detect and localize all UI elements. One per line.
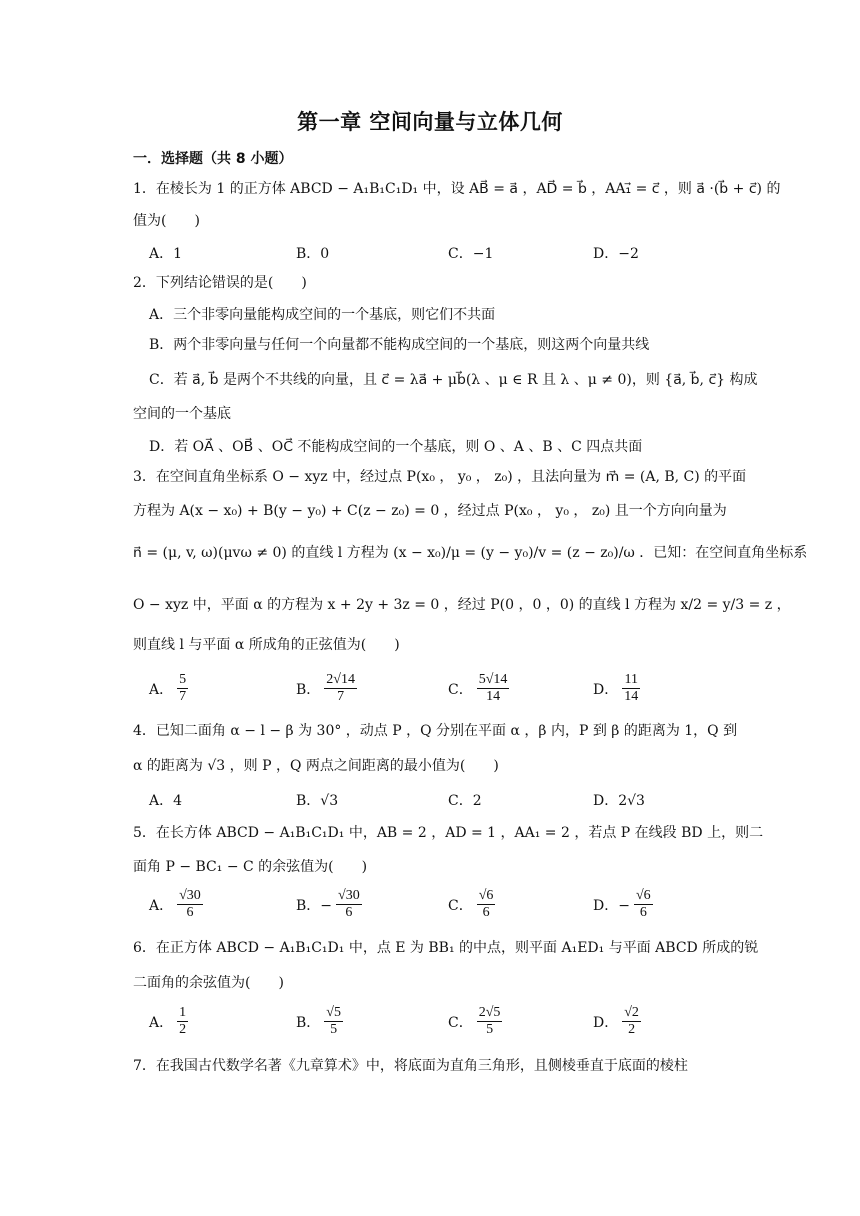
q1-option-d: D．−2: [593, 246, 639, 262]
q5-options: [149, 888, 749, 928]
fraction: $\frac{√6}{6}$: [635, 888, 651, 920]
q4-option-b: B．√3: [296, 793, 339, 809]
q2-option-b: B．两个非零向量与任何一个向量都不能构成空间的一个基底，则这两个向量共线: [149, 337, 650, 353]
q3-line-1: 3．在空间直角坐标系 O − xyz 中，经过点 P(x₀ ， y₀ ， z₀) ，且法向量为 m⃗ = (A, B, C) 的平面: [133, 469, 747, 485]
q4-line-1: 4．已知二面角 α − l − β 为 30° ，动点 P ，Q 分别在平面 α ，β 内，P 到 β 的距离为 1，Q 到: [133, 723, 738, 739]
q2-option-d: D．若 OA⃗ 、OB⃗ 、OC⃗ 不能构成空间的一个基底，则 O 、A 、B 、C 四点共面: [149, 439, 643, 455]
q6-option-b: B． $\frac{√5}{5}$: [296, 1005, 341, 1037]
q1-option-c: C．−1: [448, 246, 494, 262]
fraction: $\frac{√30}{6}$: [338, 888, 360, 920]
q6-options: [149, 1005, 749, 1045]
q7-line-1: 7．在我国古代数学名著《九章算术》中，将底面为直角三角形，且侧棱垂直于底面的棱柱: [133, 1058, 688, 1074]
q3-line-2: 方程为 A(x − x₀) + B(y − y₀) + C(z − z₀) = 0 ，经过点 P(x₀ ， y₀ ， z₀) 且一个方向向量为: [133, 503, 727, 519]
q3-options: [149, 672, 749, 712]
page-title: 第一章 空间向量与立体几何: [297, 110, 563, 134]
q3-option-c: C． $\frac{5√14}{14}$: [448, 672, 508, 704]
q2-line-1: 2．下列结论错误的是( ): [133, 275, 307, 291]
fraction: $\frac{2√14}{7}$: [326, 672, 355, 704]
q5-option-a: A． $\frac{√30}{6}$: [149, 888, 201, 920]
fraction: $\frac{√30}{6}$: [179, 888, 201, 920]
q4-line-2: α 的距离为 √3 ，则 P ，Q 两点之间距离的最小值为( ): [133, 758, 499, 774]
q6-line-1: 6．在正方体 ABCD − A₁B₁C₁D₁ 中，点 E 为 BB₁ 的中点，则平面 A₁ED₁ 与平面 ABCD 所成的锐: [133, 940, 759, 956]
q6-option-a: A． $\frac{1}{2}$: [149, 1005, 187, 1037]
q6-option-d: D． $\frac{√2}{2}$: [593, 1005, 639, 1037]
q3-line-4: O − xyz 中，平面 α 的方程为 x + 2y + 3z = 0 ，经过 P(0 ，0 ，0) 的直线 l 方程为 x/2 = y/3 = z ，: [133, 597, 791, 613]
fraction: $\frac{1}{2}$: [179, 1005, 187, 1037]
q2-option-c: C．若 a⃗, b⃗ 是两个不共线的向量，且 c⃗ = λa⃗ + μb⃗(λ 、μ ∈ R 且 λ 、μ ≠ 0)，则 {a⃗, b⃗, c⃗} 构成: [149, 372, 758, 388]
section-heading: 一．选择题（共 8 小题）: [133, 151, 293, 167]
q1-line-1: 1．在棱长为 1 的正方体 ABCD − A₁B₁C₁D₁ 中，设 AB⃗ = a⃗ ，AD⃗ = b⃗ ，AA₁⃗ = c⃗ ，则 a⃗ ·(b⃗ + c⃗) 的: [133, 181, 781, 197]
fraction: $\frac{√6}{6}$: [478, 888, 494, 920]
q2-option-a: A．三个非零向量能构成空间的一个基底，则它们不共面: [149, 307, 496, 323]
q3-line-5: 则直线 l 与平面 α 所成角的正弦值为( ): [133, 637, 400, 653]
fraction: $\frac{5√14}{14}$: [478, 672, 508, 704]
q5-option-c: C． $\frac{√6}{6}$: [448, 888, 494, 920]
q6-option-c: C． $\frac{2√5}{5}$: [448, 1005, 501, 1037]
q5-line-2: 面角 P − BC₁ − C 的余弦值为( ): [133, 859, 368, 875]
q3-option-d: D． $\frac{11}{14}$: [593, 672, 639, 704]
q5-option-d: D．− $\frac{√6}{6}$: [593, 888, 651, 920]
q1-option-a: A．1: [149, 246, 183, 262]
q5-line-1: 5．在长方体 ABCD − A₁B₁C₁D₁ 中，AB = 2 ，AD = 1 ，AA₁ = 2 ，若点 P 在线段 BD 上，则二: [133, 825, 764, 841]
q3-line-3: n⃗ = (μ, v, ω)(μvω ≠ 0) 的直线 l 方程为 (x − x₀)/μ = (y − y₀)/v = (z − z₀)/ω ．已知：在空间直角坐标系: [133, 545, 808, 561]
fraction: $\frac{2√5}{5}$: [478, 1005, 501, 1037]
q6-line-2: 二面角的余弦值为( ): [133, 975, 284, 991]
fraction: $\frac{5}{7}$: [179, 672, 187, 704]
q5-option-b: B．− $\frac{√30}{6}$: [296, 888, 360, 920]
q1-option-b: B．0: [296, 246, 330, 262]
q3-option-b: B． $\frac{2√14}{7}$: [296, 672, 355, 704]
q4-option-c: C．2: [448, 793, 482, 809]
q4-option-d: D．2√3: [593, 793, 645, 809]
fraction: $\frac{11}{14}$: [624, 672, 639, 704]
fraction: $\frac{√5}{5}$: [326, 1005, 341, 1037]
fraction: $\frac{√2}{2}$: [624, 1005, 639, 1037]
q1-line-2: 值为( ): [133, 213, 200, 229]
q3-option-a: A． $\frac{5}{7}$: [149, 672, 187, 704]
q4-option-a: A．4: [149, 793, 183, 809]
q2-option-c-cont: 空间的一个基底: [133, 406, 231, 422]
